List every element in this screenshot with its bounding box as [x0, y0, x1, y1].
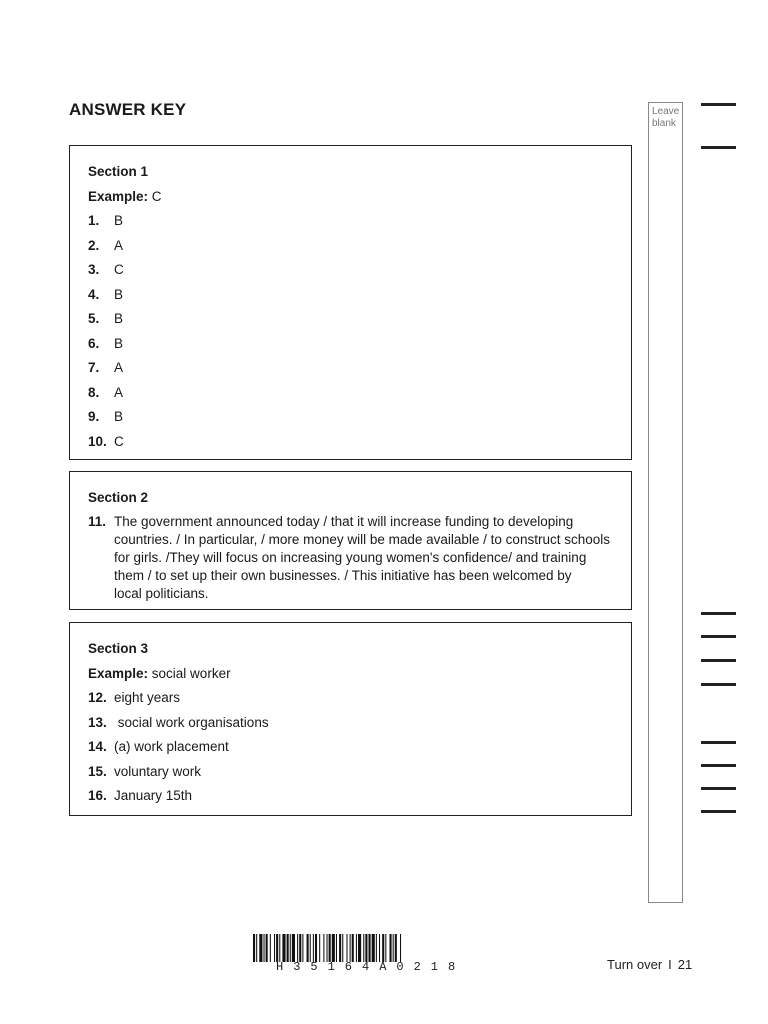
section-2-title: Section 2 [88, 490, 149, 505]
barcode-bar [315, 934, 317, 962]
section-2-box [69, 471, 632, 610]
answer-value: voluntary work [114, 763, 202, 779]
margin-mark [701, 683, 736, 686]
barcode-bar [352, 934, 354, 962]
dictation-item [88, 513, 613, 603]
barcode-bar [259, 934, 262, 962]
section-1-box [69, 145, 632, 460]
answer-row [88, 209, 613, 234]
barcode-bar [356, 934, 357, 962]
answer-value: eight years [114, 690, 181, 705]
example-label: Example: [88, 188, 149, 204]
leave-blank-column [648, 102, 683, 903]
dictation-text [114, 513, 613, 603]
barcode-bar [385, 934, 386, 962]
barcode-bar [253, 934, 255, 962]
barcode-bar [339, 934, 341, 962]
dictation-line: them / to set up their own businesses. / This initiative has been welcomed by [114, 567, 572, 583]
answer-value: B [114, 311, 124, 326]
answer-row [88, 735, 613, 760]
question-number: 12. [88, 690, 107, 705]
barcode-bar [279, 934, 280, 962]
barcode-bar [342, 934, 343, 962]
barcode-bar [292, 934, 295, 962]
barcode-bar [369, 934, 371, 962]
answer-row [88, 307, 613, 332]
barcode-bar [372, 934, 375, 962]
question-number: 6. [88, 335, 100, 351]
question-number: 7. [88, 360, 100, 375]
section-3-box [69, 622, 632, 816]
answer-value: A [114, 360, 124, 375]
answer-row [88, 381, 613, 406]
barcode-bar [346, 934, 347, 962]
answer-value: B [114, 409, 124, 424]
question-number: 11. [88, 513, 107, 529]
margin-mark [701, 764, 736, 767]
barcode-bar [274, 934, 275, 962]
margin-mark [701, 787, 736, 790]
example-value: C [151, 188, 162, 204]
answer-value: B [114, 286, 124, 302]
barcode-bar [393, 934, 394, 962]
barcode-bar [400, 934, 401, 962]
question-number: 16. [88, 788, 107, 803]
margin-mark [701, 612, 736, 615]
barcode-bar [270, 934, 271, 962]
question-number: 4. [88, 286, 100, 302]
barcode-bar [256, 934, 257, 962]
answer-value: C [114, 433, 124, 449]
question-number: 2. [88, 237, 100, 253]
question-number: 3. [88, 262, 100, 277]
barcode-bar [363, 934, 364, 962]
barcode-bar [287, 934, 289, 962]
section-1-example [88, 185, 613, 210]
answer-value: A [114, 237, 124, 253]
barcode-bar [336, 934, 337, 962]
barcode-bar [329, 934, 331, 962]
question-number: 1. [88, 213, 100, 228]
barcode-bar [297, 934, 298, 962]
barcode-bar [323, 934, 324, 962]
dictation-line: countries. / In particular, / more money will be made available / to construct schools [114, 531, 610, 547]
answer-value: B [114, 335, 124, 351]
barcode-bar [379, 934, 380, 962]
example-value: social worker [151, 665, 231, 681]
question-number: 10. [88, 433, 107, 449]
answer-row [88, 711, 613, 736]
answer-row [88, 332, 613, 357]
question-number: 15. [88, 763, 107, 779]
page-title: ANSWER KEY [69, 100, 187, 119]
barcode-bar [327, 934, 328, 962]
question-number: 9. [88, 409, 100, 424]
barcode-bar [358, 934, 361, 962]
barcode-bar [282, 934, 285, 962]
page-footer [607, 957, 692, 972]
question-number: 14. [88, 739, 107, 754]
barcode-bar [319, 934, 320, 962]
margin-mark [701, 635, 736, 638]
leave-blank-label: Leave blank [652, 106, 680, 129]
answer-value: C [114, 262, 124, 277]
answer-value: social work organisations [114, 714, 269, 730]
barcode-bar [310, 934, 311, 962]
barcode-bar [264, 934, 265, 962]
margin-mark [701, 659, 736, 662]
answer-row [88, 760, 613, 785]
answer-value: A [114, 384, 124, 400]
margin-mark [701, 146, 736, 149]
barcode-bar [350, 934, 351, 962]
answer-row [88, 258, 613, 283]
answer-row [88, 430, 613, 455]
margin-mark [701, 741, 736, 744]
barcode-bar [390, 934, 392, 962]
question-number: 5. [88, 311, 100, 326]
barcode-bar [302, 934, 303, 962]
answer-row [88, 234, 613, 259]
answer-value: B [114, 213, 124, 228]
answer-value: January 15th [114, 788, 193, 803]
answer-row [88, 283, 613, 308]
margin-mark [701, 810, 736, 813]
section-3-title: Section 3 [88, 641, 149, 656]
barcode [253, 934, 509, 962]
answer-value: (a) work placement [114, 739, 229, 754]
barcode-bar [313, 934, 314, 962]
barcode-bar [276, 934, 278, 962]
barcode-bar [290, 934, 291, 962]
margin-mark [701, 103, 736, 106]
barcode-bar [307, 934, 309, 962]
barcode-bar [332, 934, 335, 962]
page-number: 21 [677, 957, 693, 972]
turn-over-label: Turn over [607, 957, 663, 972]
section-3-example [88, 662, 613, 687]
footer-separator: I [668, 957, 672, 972]
example-label: Example: [88, 665, 149, 681]
barcode-bar [395, 934, 397, 962]
barcode-bar [266, 934, 268, 962]
section-1-title: Section 1 [88, 164, 149, 179]
barcode-number: H35164A0218 [276, 960, 466, 974]
question-number: 8. [88, 384, 100, 400]
answer-row [88, 356, 613, 381]
dictation-line: for girls. /They will focus on increasing young women's confidence/ and training [114, 549, 587, 565]
dictation-line: local politicians. [114, 585, 209, 601]
dictation-line: The government announced today / that it will increase funding to developing [114, 513, 574, 529]
barcode-bar [365, 934, 367, 962]
barcode-bar [376, 934, 377, 962]
answer-row [88, 784, 613, 809]
barcode-bar [299, 934, 301, 962]
answer-row [88, 405, 613, 430]
barcode-bar [382, 934, 384, 962]
answer-row [88, 686, 613, 711]
question-number: 13. [88, 714, 107, 730]
